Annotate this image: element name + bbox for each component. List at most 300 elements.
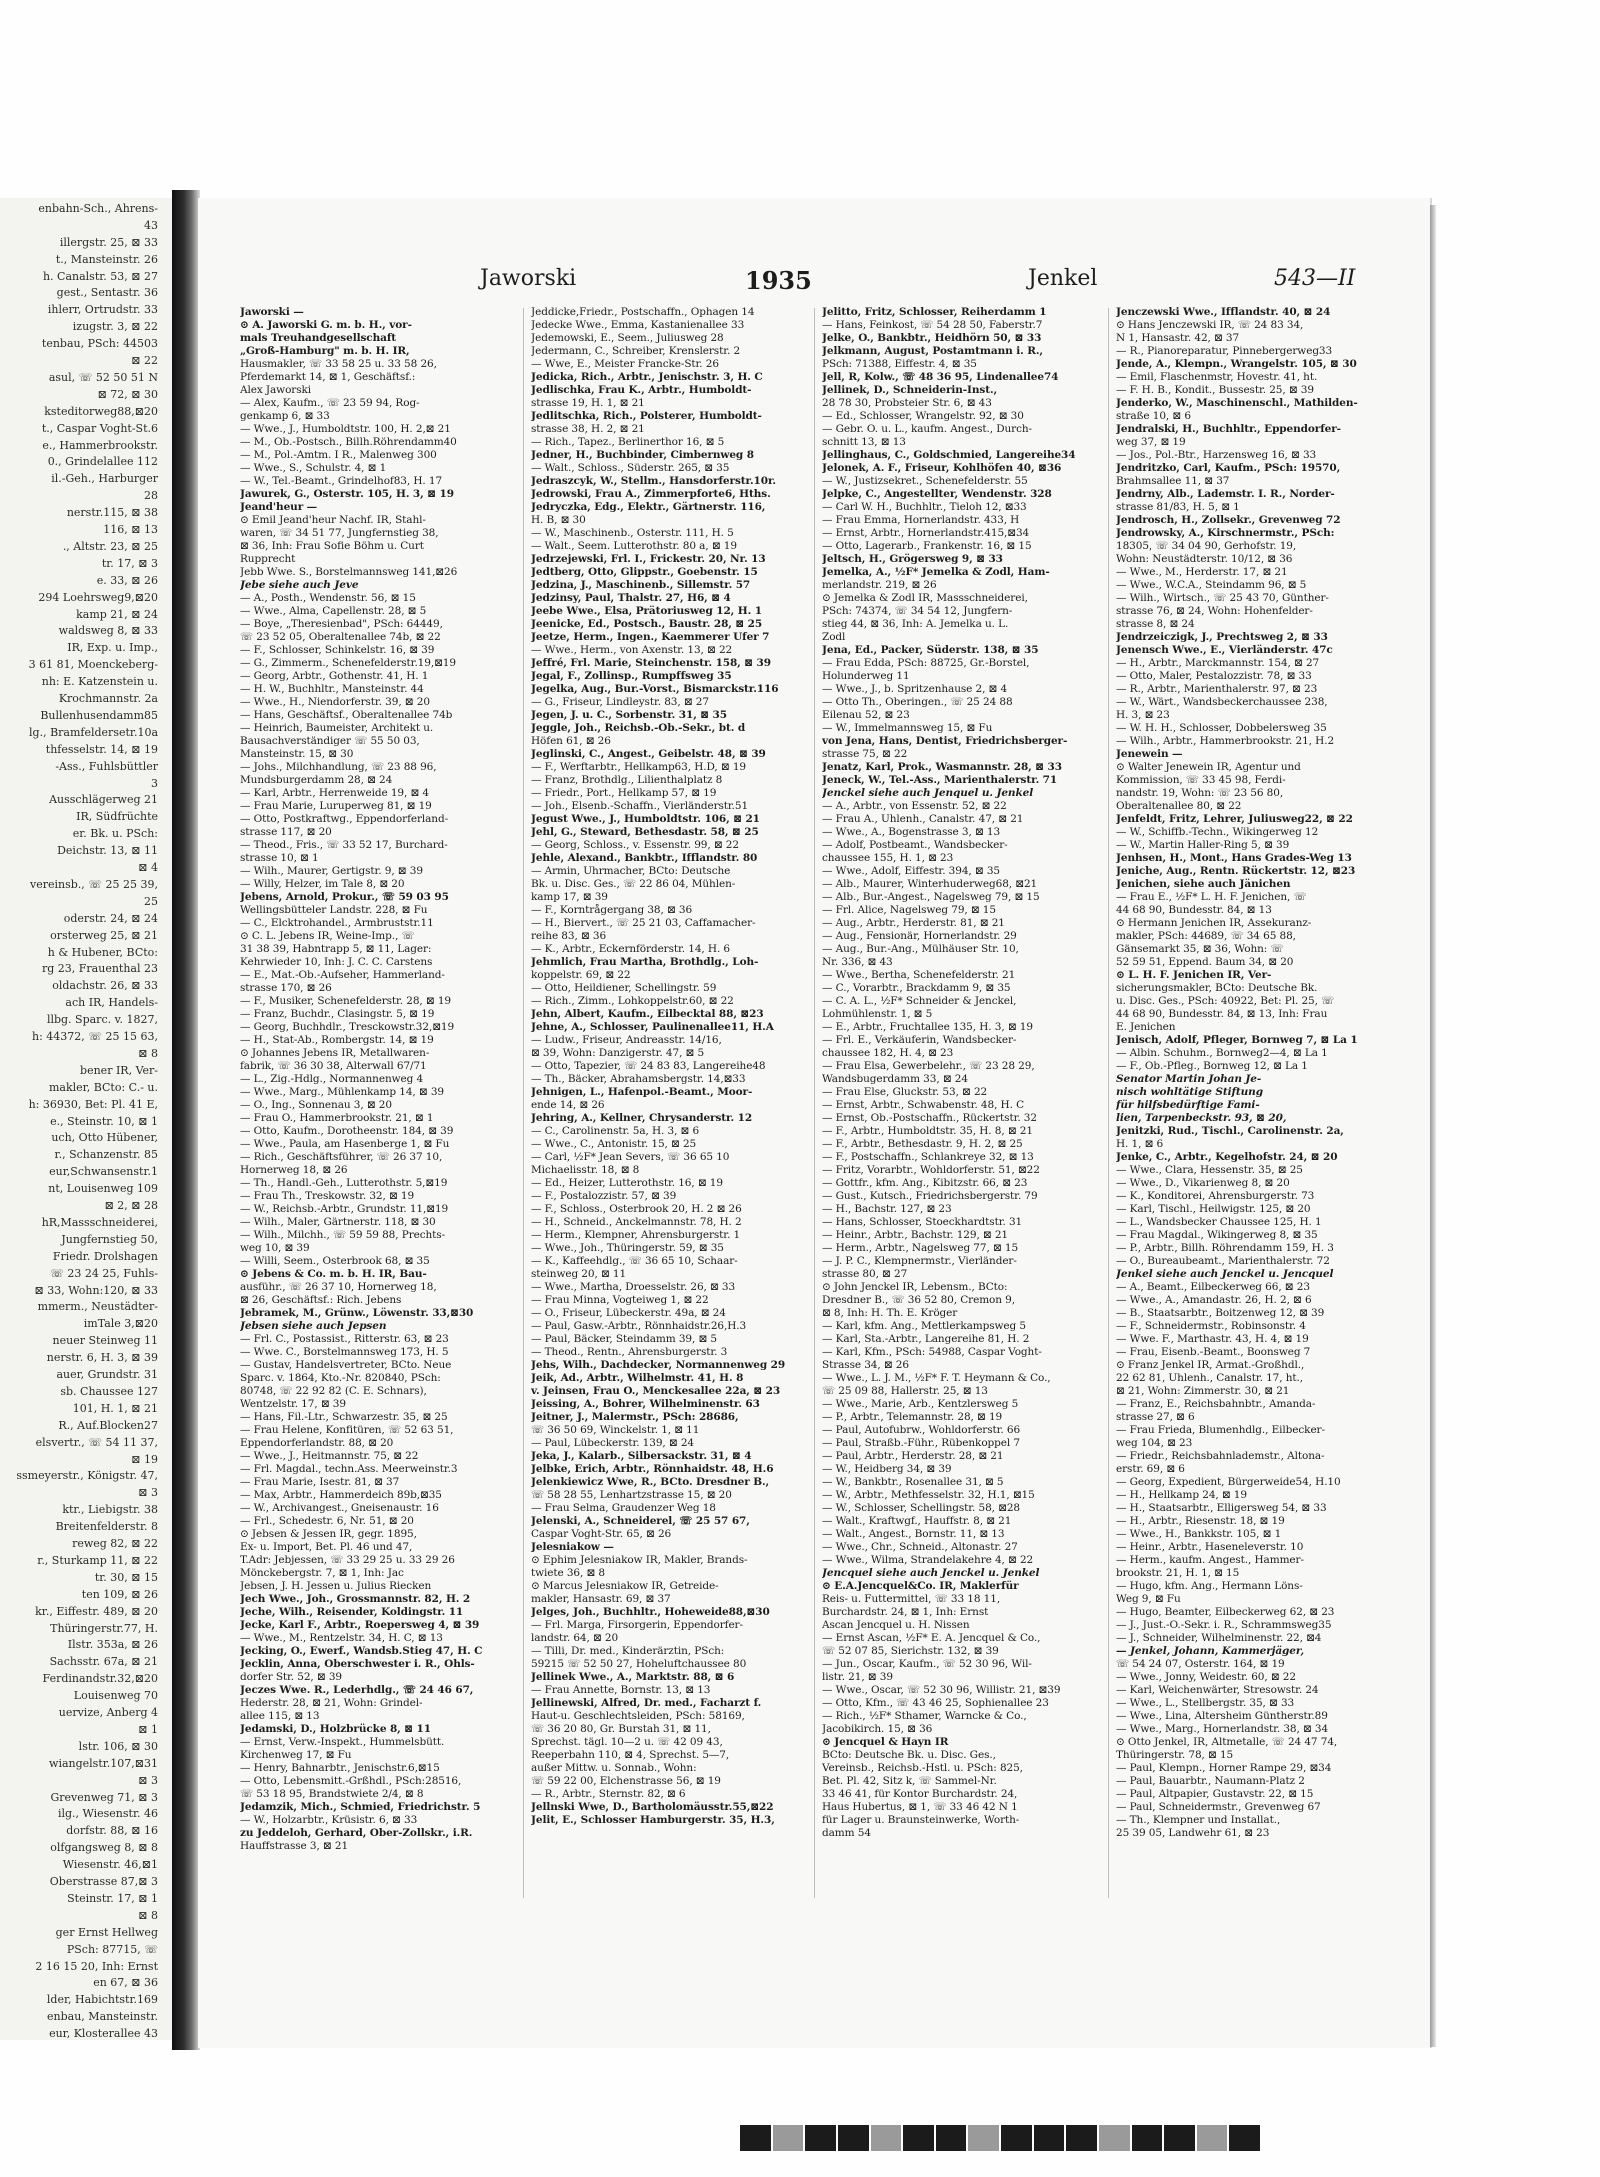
left-page-line: IR, Südfrüchte	[76, 810, 158, 823]
left-page-line: imTale 3,⊠20	[83, 1317, 158, 1330]
directory-entry-line: ⊙ Hans Jenczewski IR, ☏ 24 83 34,	[1116, 319, 1304, 331]
directory-entry-line: weg 37, ⊠ 19	[1116, 436, 1186, 448]
directory-entry-line: — Georg, Arbtr., Gothenstr. 41, H. 1	[240, 670, 429, 682]
directory-entry-line: Jedlischka, Frau K., Arbtr., Humboldt-	[531, 384, 752, 396]
directory-entry-line: — Theod., Rentn., Ahrensburgerstr. 3	[531, 1346, 728, 1358]
left-page-line: Sachsstr. 67a, ⊠ 21	[49, 1655, 158, 1668]
directory-entry-line: — F., Schneidermstr., Robinsonstr. 4	[1116, 1320, 1306, 1332]
directory-entry-line: Jelbke, Erich, Arbtr., Rönnhaidstr. 48, H.6	[531, 1463, 774, 1475]
left-page-line: Ausschlägerweg 21	[49, 793, 158, 806]
directory-entry-line: — Frau O., Hammerbrookstr. 21, ⊠ 1	[240, 1112, 434, 1124]
directory-entry-line: — H., Arbtr., Riesenstr. 18, ⊠ 19	[1116, 1515, 1285, 1527]
left-page-line: -Ass., Fuhlsbüttler	[55, 760, 158, 773]
header-first-keyword: Jaworski	[480, 266, 577, 291]
directory-entry-line: ⊠ 36, Inh: Frau Sofie Böhm u. Curt	[240, 540, 424, 552]
directory-entry-line: allee 115, ⊠ 13	[240, 1710, 320, 1722]
left-page-line: ⊠ 8	[138, 1047, 158, 1060]
left-page-line: hR,Massschneiderei,	[41, 1216, 158, 1229]
directory-entry-line: Jenke, C., Arbtr., Kegelhofstr. 24, ⊠ 20	[1116, 1151, 1338, 1163]
directory-entry-line: nisch wohltätige Stiftung	[1116, 1086, 1263, 1098]
directory-entry-line: Jecke, Karl F., Arbtr., Roepersweg 4, ⊠ 39	[240, 1619, 480, 1631]
directory-entry-line: Jebe siehe auch Jeve	[240, 579, 359, 591]
directory-entry-line: strasse 75, ⊠ 22	[822, 748, 908, 760]
directory-entry-line: — H., Biervert., ☏ 25 21 03, Caffamacher-	[531, 917, 756, 929]
directory-entry-line: Jelke, O., Bankbtr., Heidhörn 50, ⊠ 33	[822, 332, 1042, 344]
directory-entry-line: Jegal, F., Zollinsp., Rumpffsweg 35	[531, 670, 732, 682]
left-page-line: h. Canalstr. 53, ⊠ 27	[42, 270, 158, 283]
left-page-line: Ferdinandstr.32,⊠20	[42, 1672, 158, 1685]
left-page-line: oderstr. 24, ⊠ 24	[63, 912, 158, 925]
directory-entry-line: Bet. Pl. 42, Sitz k, ☏ Sammel-Nr.	[822, 1775, 997, 1787]
directory-entry-line: Jedzina, J., Maschinenb., Sillemstr. 57	[531, 579, 751, 591]
left-page-line: r., Schanzenstr. 85	[54, 1148, 158, 1161]
directory-entry-line: — W., Wärt., Wandsbeckerchaussee 238,	[1116, 696, 1328, 708]
directory-entry-line: Jedamski, D., Holzbrücke 8, ⊠ 11	[240, 1723, 431, 1735]
directory-entry-line: Jehn, Albert, Kaufm., Eilbecktal 88, ⊠23	[531, 1008, 764, 1020]
directory-entry-line: — Rich., Geschäftsführer, ☏ 26 37 10,	[240, 1151, 443, 1163]
directory-entry-line: Jelitto, Fritz, Schlosser, Reiherdamm 1	[822, 306, 1047, 318]
directory-entry-line: PSch: 74374, ☏ 34 54 12, Jungfern-	[822, 605, 1013, 617]
directory-entry-line: Jelenski, A., Schneiderel, ☏ 25 57 67,	[531, 1515, 750, 1527]
left-page-line: ☏ 23 24 25, Fuhls-	[50, 1267, 158, 1280]
directory-entry-line: — Frau A., Uhlenh., Canalstr. 47, ⊠ 21	[822, 813, 1024, 825]
directory-entry-line: — W., Martin Haller-Ring 5, ⊠ 39	[1116, 839, 1290, 851]
directory-entry-line: ⊙ Jebsen & Jessen IR, gegr. 1895,	[240, 1528, 417, 1540]
directory-entry-line: — Wwe., J., Humboldtstr. 100, H. 2,⊠ 21	[240, 423, 451, 435]
directory-entry-line: — O., Friseur, Lübeckerstr. 49a, ⊠ 24	[531, 1307, 726, 1319]
directory-entry-line: — Wilh., Maler, Gärtnerstr. 118, ⊠ 30	[240, 1216, 436, 1228]
directory-entry-line: — H., Staatsarbtr., Elligersweg 54, ⊠ 33	[1116, 1502, 1327, 1514]
directory-entry-line: Jedlitschka, Rich., Polsterer, Humboldt-	[531, 410, 762, 422]
left-page-line: neuer Steinweg 11	[52, 1334, 158, 1347]
directory-entry-line: ⊙ Jencquel & Hayn IR	[822, 1736, 949, 1748]
left-page-line: ⊠ 3	[138, 1774, 158, 1787]
directory-entry-line: Jehring, A., Kellner, Chrysanderstr. 12	[531, 1112, 753, 1124]
directory-entry-line: Reis- u. Futtermittel, ☏ 33 18 11,	[822, 1593, 1001, 1605]
directory-entry-line: — Wilh., Arbtr., Hammerbrookstr. 21, H.2	[1116, 735, 1335, 747]
directory-entry-line: Eppendorferlandstr. 88, ⊠ 20	[240, 1437, 394, 1449]
directory-entry-line: — Otto, Kfm., ☏ 43 46 25, Sophienallee 23	[822, 1697, 1049, 1709]
directory-entry-line: Jenczewski Wwe., Ifflandstr. 40, ⊠ 24	[1116, 306, 1331, 318]
left-page-line: lder, Habichtstr.169	[46, 1993, 158, 2006]
directory-entry-line: — Walt., Kraftwgf., Hauffstr. 8, ⊠ 21	[822, 1515, 1012, 1527]
directory-entry-line: 18305, ☏ 34 04 90, Gerhofstr. 19,	[1116, 540, 1297, 552]
directory-entry-line: — Fritz, Vorarbtr., Wohldorferstr. 51, ⊠22	[822, 1164, 1040, 1176]
left-page-fragment	[0, 198, 173, 2040]
directory-entry-line: — Wwe., H., Niendorferstr. 39, ⊠ 20	[240, 696, 430, 708]
directory-entry-line: Jelonek, A. F., Friseur, Kohlhöfen 40, ⊠36	[822, 462, 1062, 474]
directory-entry-line: — Frau Helene, Konfitüren, ☏ 52 63 51,	[240, 1424, 454, 1436]
column-divider	[1108, 308, 1109, 1898]
directory-entry-line: — Tilli, Dr. med., Kinderärztin, PSch:	[531, 1645, 725, 1657]
directory-entry-line: Jedner, H., Buchbinder, Cimbernweg 8	[531, 449, 754, 461]
left-page-line: uch, Otto Hübener,	[51, 1131, 158, 1144]
directory-entry-line: — Wilh., Maurer, Gertigstr. 9, ⊠ 39	[240, 865, 423, 877]
directory-entry-line: kamp 17, ⊠ 39	[531, 891, 608, 903]
left-page-line: makler, BCto: C.- u.	[49, 1081, 158, 1094]
directory-entry-line: — Frau Else, Gluckstr. 53, ⊠ 22	[822, 1086, 988, 1098]
directory-entry-line: Brahmsallee 11, ⊠ 37	[1116, 475, 1230, 487]
directory-entry-line: — Rich., Tapez., Berlinerthor 16, ⊠ 5	[531, 436, 725, 448]
directory-entry-line: — Wwe., Clara, Hessenstr. 35, ⊠ 25	[1116, 1164, 1303, 1176]
left-page-line: rg 23, Frauenthal 23	[42, 962, 158, 975]
directory-entry-line: waren, ☏ 34 51 77, Jungfernstieg 38,	[240, 527, 439, 539]
directory-entry-line: Bausachverständiger ☏ 55 50 03,	[240, 735, 420, 747]
directory-entry-line: — Johs., Milchhandlung, ☏ 23 88 96,	[240, 761, 437, 773]
directory-entry-line: — B., Staatsarbtr., Boitzenweg 12, ⊠ 39	[1116, 1307, 1325, 1319]
directory-entry-line: — Henry, Bahnarbtr., Jenischstr.6,⊠15	[240, 1762, 440, 1774]
directory-entry-line: — Frau Edda, PSch: 88725, Gr.-Borstel,	[822, 657, 1030, 669]
left-page-line: dorfstr. 88, ⊠ 16	[66, 1824, 158, 1837]
directory-entry-line: Jebens, Arnold, Prokur., ☏ 59 03 95	[240, 891, 449, 903]
directory-entry-line: Senator Martin Johan Je-	[1116, 1073, 1262, 1085]
left-page-line: enbahn-Sch., Ahrens-	[38, 202, 158, 215]
directory-entry-line: — Paul, Arbtr., Herderstr. 28, ⊠ 21	[822, 1450, 1004, 1462]
directory-entry-line: — Wwe., Marg., Hornerlandstr. 38, ⊠ 34	[1116, 1723, 1329, 1735]
directory-entry-line: — Ernst Ascan, ½F* E. A. Jencquel & Co.,	[822, 1632, 1041, 1644]
left-page-line: ach IR, Handels-	[65, 996, 158, 1009]
directory-entry-line: Jedryczka, Edg., Elektr., Gärtnerstr. 116,	[531, 501, 766, 513]
directory-entry-line: — F., Postalozzistr. 57, ⊠ 39	[531, 1190, 677, 1202]
directory-entry-line: — Gustav, Handelsvertreter, BCto. Neue	[240, 1359, 452, 1371]
directory-entry-line: — Emil, Flaschenmstr, Hovestr. 41, ht.	[1116, 371, 1318, 383]
left-page-line: ⊠ 8	[138, 1909, 158, 1922]
directory-entry-line: twiete 36, ⊠ 8	[531, 1567, 606, 1579]
left-page-line: Breitenfelderstr. 8	[55, 1520, 158, 1533]
directory-entry-line: — H., Schneid., Anckelmannstr. 78, H. 2	[531, 1216, 742, 1228]
directory-entry-line: Bk. u. Disc. Ges., ☏ 22 86 04, Mühlen-	[531, 878, 736, 890]
directory-entry-line: — Paul, Autofubrw., Wohldorferstr. 66	[822, 1424, 1021, 1436]
directory-entry-line: — Paul, Klempn., Horner Rampe 29, ⊠34	[1116, 1762, 1332, 1774]
directory-entry-line: Hornerweg 18, ⊠ 26	[240, 1164, 348, 1176]
directory-entry-line: — M., Pol.-Amtm. I R., Malenweg 300	[240, 449, 437, 461]
directory-entry-line: — Wwe., Lina, Altersheim Güntherstr.89	[1116, 1710, 1328, 1722]
directory-entry-line: ⊙ Otto Jenkel, IR, Altmetalle, ☏ 24 47 74,	[1116, 1736, 1338, 1748]
left-page-line: Thüringerstr.77, H.	[50, 1622, 158, 1635]
directory-entry-line: Hederstr. 28, ⊠ 21, Wohn: Grindel-	[240, 1697, 423, 1709]
directory-entry-line: — Hans, Geschäftsf., Oberaltenallee 74b	[240, 709, 453, 721]
left-page-line: Ilstr. 353a, ⊠ 26	[67, 1638, 158, 1651]
left-page-line: ⊠ 22	[131, 354, 158, 367]
left-page-line: 294 Loehrsweg9,⊠20	[38, 591, 158, 604]
left-page-line: Deichstr. 13, ⊠ 11	[57, 844, 158, 857]
directory-entry-line: E. Jenichen	[1116, 1021, 1176, 1033]
directory-entry-line: — R., Arbtr., Marienthalerstr. 97, ⊠ 23	[1116, 683, 1318, 695]
left-page-line: ksteditorweg88,⊠20	[44, 405, 158, 418]
directory-entry-line: — Wwe., D., Vikarienweg 8, ⊠ 20	[1116, 1177, 1290, 1189]
directory-column-1	[240, 306, 515, 1906]
directory-entry-line: Jelkmann, August, Postamtmann i. R.,	[822, 345, 1043, 357]
directory-entry-line: — Ernst, Verw.-Inspekt., Hummelsbütt.	[240, 1736, 445, 1748]
left-page-line: R., Auf.Blocken27	[58, 1419, 158, 1432]
directory-entry-line: — Georg, Schloss., v. Essenstr. 99, ⊠ 22	[531, 839, 739, 851]
directory-entry-line: ☏ 58 28 55, Lenhartzstrasse 15, ⊠ 20	[531, 1489, 732, 1501]
directory-entry-line: Jedamzik, Mich., Schmied, Friedrichstr. 5	[240, 1801, 481, 1813]
directory-entry-line: Jenatz, Karl, Prok., Wasmannstr. 28, ⊠ 33	[822, 761, 1062, 773]
directory-entry-line: Ascan Jencquel u. H. Nissen	[822, 1619, 970, 1631]
directory-entry-line: — Hugo, Beamter, Eilbeckerweg 62, ⊠ 23	[1116, 1606, 1335, 1618]
directory-entry-line: ☏ 53 18 95, Brandstwiete 2/4, ⊠ 8	[240, 1788, 424, 1800]
directory-entry-line: — K., Konditorei, Ahrensburgerstr. 73	[1116, 1190, 1315, 1202]
directory-entry-line: v. Jeinsen, Frau O., Menckesallee 22a, ⊠ 23	[531, 1385, 781, 1397]
left-page-line: tenbau, PSch: 44503	[41, 337, 158, 350]
directory-entry-line: ⊠ 8, Inh: H. Th. E. Kröger	[822, 1307, 958, 1319]
directory-entry-line: Jeka, J., Kalarb., Silbersackstr. 31, ⊠ 4	[531, 1450, 752, 1462]
directory-entry-line: Jenhsen, H., Mont., Hans Grades-Weg 13	[1116, 852, 1352, 864]
directory-entry-line: 52 59 51, Eppend. Baum 34, ⊠ 20	[1116, 956, 1294, 968]
left-page-line: ten 109, ⊠ 26	[81, 1588, 158, 1601]
directory-entry-line: — C., Carolinenstr. 5a, H. 3, ⊠ 6	[531, 1125, 700, 1137]
left-page-line: ger Ernst Hellweg	[55, 1926, 158, 1939]
directory-entry-line: Kehrwieder 10, Inh: J. C. C. Carstens	[240, 956, 433, 968]
directory-entry-line: — J., Just.-O.-Sekr. i. R., Schrammsweg35	[1116, 1619, 1332, 1631]
directory-entry-line: 80748, ☏ 22 92 82 (C. E. Schnars),	[240, 1385, 427, 1397]
directory-entry-line: — Wwe., Marie, Arb., Kentzlersweg 5	[822, 1398, 1019, 1410]
directory-entry-line: — Carl W. H., Buchhltr., Tieloh 12, ⊠33	[822, 501, 1027, 513]
directory-entry-line: — Karl, Kfm., PSch: 54988, Caspar Voght-	[822, 1346, 1042, 1358]
directory-entry-line: — R., Pianoreparatur, Pinnebergerweg33	[1116, 345, 1333, 357]
directory-entry-line: — Th., Klempner und Installat.,	[1116, 1814, 1281, 1826]
directory-entry-line: Jecklin, Anna, Oberschwester i. R., Ohls-	[240, 1658, 475, 1670]
directory-entry-line: ⊙ Emil Jeand'heur Nachf. IR, Stahl-	[240, 514, 426, 526]
directory-entry-line: — Georg, Buchhdlr., Tresckowstr.32,⊠19	[240, 1021, 455, 1033]
left-page-line: vereinsb., ☏ 25 25 39,	[29, 878, 158, 891]
header-page-number: 543—II	[1274, 266, 1356, 291]
directory-entry-line: Jenfeldt, Fritz, Lehrer, Juliusweg22, ⊠ 22	[1116, 813, 1353, 825]
directory-entry-line: 22 62 81, Uhlenh., Canalstr. 17, ht.,	[1116, 1372, 1303, 1384]
left-page-line: e. 33, ⊠ 26	[96, 574, 158, 587]
directory-entry-line: für Lager u. Braunsteinwerke, Worth-	[822, 1814, 1020, 1826]
directory-entry-line: 31 38 39, Habntrapp 5, ⊠ 11, Lager:	[240, 943, 432, 955]
directory-entry-line: — Karl, Weichenwärter, Stresowstr. 24	[1116, 1684, 1319, 1696]
left-page-line: orsterweg 25, ⊠ 21	[50, 929, 158, 942]
left-page-line: 2 16 15 20, Inh: Ernst	[35, 1960, 158, 1973]
directory-entry-line: — F., Schlosser, Schinkelstr. 16, ⊠ 39	[240, 644, 435, 656]
directory-entry-line: Jellinek, D., Schneiderin-Inst.,	[822, 384, 998, 396]
directory-entry-line: — Wwe., Martha, Droesselstr. 26, ⊠ 33	[531, 1281, 736, 1293]
directory-entry-line: ende 14, ⊠ 26	[531, 1099, 605, 1111]
left-page-line: r., Sturkamp 11, ⊠ 22	[37, 1554, 158, 1567]
directory-entry-line: stieg 44, ⊠ 36, Inh: A. Jemelka u. L.	[822, 618, 1009, 630]
directory-entry-line: — Frau Elsa, Gewerbelehr., ☏ 23 28 29,	[822, 1060, 1035, 1072]
directory-entry-line: Haut-u. Geschlechtsleiden, PSch: 58169,	[531, 1710, 745, 1722]
left-page-line: e., Hammerbrookstr.	[42, 439, 158, 452]
directory-entry-line: — F. H. B., Kondit., Bussestr. 25, ⊠ 39	[1116, 384, 1314, 396]
left-page-line: t., Caspar Voght-St.6	[41, 422, 158, 435]
directory-entry-line: 28 78 30, Probsteier Str. 6, ⊠ 43	[822, 397, 992, 409]
directory-entry-line: Jedrowski, Frau A., Zimmerpforte6, Hths.	[531, 488, 771, 500]
directory-entry-line: Jenisch, Adolf, Pfleger, Bornweg 7, ⊠ La 1	[1116, 1034, 1358, 1046]
directory-entry-line: — Wwe., S., Schulstr. 4, ⊠ 1	[240, 462, 387, 474]
directory-entry-line: makler, PSch: 44689, ☏ 34 65 88,	[1116, 930, 1296, 942]
directory-entry-line: — C. A. L., ½F* Schneider & Jenckel,	[822, 995, 1017, 1007]
directory-entry-line: — H., Stat-Ab., Rombergstr. 14, ⊠ 19	[240, 1034, 434, 1046]
directory-entry-line: — Ed., Schlosser, Wrangelstr. 92, ⊠ 30	[822, 410, 1024, 422]
directory-entry-line: — Frl. Marga, Firsorgerin, Eppendorfer-	[531, 1619, 743, 1631]
directory-entry-line: Oberaltenallee 80, ⊠ 22	[1116, 800, 1242, 812]
directory-entry-line: — G., Zimmerm., Schenefelderstr.19,⊠19	[240, 657, 456, 669]
directory-entry-line: — Gebr. O. u. L., kaufm. Angest., Durch-	[822, 423, 1032, 435]
left-page-line: ⊠ 4	[138, 861, 158, 874]
left-page-line: Friedr. Drolshagen	[52, 1250, 158, 1263]
directory-entry-line: — H., Arbtr., Marckmannstr. 154, ⊠ 27	[1116, 657, 1320, 669]
directory-entry-line: von Jena, Hans, Dentist, Friedrichsberger-	[822, 735, 1068, 747]
directory-entry-line: — Th., Handl.-Geh., Lutterothstr. 5,⊠19	[240, 1177, 448, 1189]
directory-entry-line: Jeneck, W., Tel.-Ass., Marienthalerstr. 71	[822, 774, 1058, 786]
directory-entry-line: Jendrowsky, A., Kirschnermstr., PSch:	[1116, 527, 1335, 539]
directory-entry-line: — Ludw., Friseur, Andreasstr. 14/16,	[531, 1034, 722, 1046]
directory-entry-line: — G., Friseur, Lindleystr. 83, ⊠ 27	[531, 696, 709, 708]
directory-entry-line: mals Treuhandgesellschaft	[240, 332, 396, 344]
directory-entry-line: Jende, A., Klempn., Wrangelstr. 105, ⊠ 30	[1116, 358, 1357, 370]
directory-entry-line: ⊠ 26, Geschäftsf.: Rich. Jebens	[240, 1294, 402, 1306]
directory-entry-line: — Wwe., Oscar, ☏ 52 30 96, Willistr. 21, ⊠39	[822, 1684, 1061, 1696]
header-year: 1935	[745, 266, 812, 295]
directory-entry-line: strasse 10, ⊠ 1	[240, 852, 319, 864]
directory-entry-line: — Paul, Schneidermstr., Grevenweg 67	[1116, 1801, 1321, 1813]
directory-entry-line: Jellinek Wwe., A., Marktstr. 88, ⊠ 6	[531, 1671, 735, 1683]
directory-entry-line: — Jenkel, Johann, Kammerjäger,	[1116, 1645, 1305, 1657]
directory-entry-line: ☏ 52 07 85, Sierichstr. 132, ⊠ 39	[822, 1645, 999, 1657]
directory-entry-line: — Wwe., L. J. M., ½F* F. T. Heymann & Co.,	[822, 1372, 1051, 1384]
directory-entry-line: — J. P. C., Klempnermstr., Vierländer-	[822, 1255, 1017, 1267]
directory-entry-line: — Walt., Schloss., Süderstr. 265, ⊠ 35	[531, 462, 730, 474]
directory-entry-line: Jenewein —	[1116, 748, 1183, 760]
directory-entry-line: — Boye, „Theresienbad", PSch: 64449,	[240, 618, 443, 630]
directory-entry-line: T.Adr: Jebjessen, ☏ 33 29 25 u. 33 29 26	[240, 1554, 455, 1566]
directory-entry-line: — Th., Bäcker, Abrahamsbergstr. 14,⊠33	[531, 1073, 746, 1085]
directory-entry-line: — Otto, Tapezier, ☏ 24 83 83, Langereihe48	[531, 1060, 766, 1072]
left-page-line: ilg., Wiesenstr. 46	[57, 1807, 158, 1820]
left-page-line: h: 44372, ☏ 25 15 63,	[31, 1030, 158, 1043]
directory-entry-line: PSch: 71388, Eiffestr. 4, ⊠ 35	[822, 358, 977, 370]
directory-entry-line: ⊙ Jebens & Co. m. b. H. IR, Bau-	[240, 1268, 427, 1280]
directory-entry-line: — R., Arbtr., Sternstr. 82, ⊠ 6	[531, 1788, 686, 1800]
left-page-line: er. Bk. u. PSch:	[72, 827, 158, 840]
left-page-line: asul, ☏ 52 50 51 N	[48, 371, 158, 384]
directory-entry-line: Mundsburgerdamm 28, ⊠ 24	[240, 774, 393, 786]
directory-entry-line: Jeissing, A., Bohrer, Wilhelminenstr. 63	[531, 1398, 760, 1410]
directory-entry-line: Eilenau 52, ⊠ 23	[822, 709, 910, 721]
left-page-line: 3 61 81, Moenckeberg-	[28, 658, 158, 671]
left-page-line: izugstr. 3, ⊠ 22	[72, 320, 158, 333]
directory-entry-line: — O., Bureaubeamt., Marienthalerstr. 72	[1116, 1255, 1330, 1267]
directory-entry-line: — Frau Minna, Vogteiweg 1, ⊠ 22	[531, 1294, 709, 1306]
directory-entry-line: — Herm., kaufm. Angest., Hammer-	[1116, 1554, 1304, 1566]
directory-entry-line: — Frau Magdal., Wikingerweg 8, ⊠ 35	[1116, 1229, 1318, 1241]
directory-entry-line: ⊙ John Jenckel IR, Lebensm., BCto:	[822, 1281, 1008, 1293]
directory-entry-line: ☏ 54 24 07, Osterstr. 164, ⊠ 19	[1116, 1658, 1285, 1670]
left-page-line: Bullenhusendamm85	[40, 709, 158, 722]
directory-entry-line: chaussee 155, H. 1, ⊠ 23	[822, 852, 954, 864]
left-page-line: ⊠ 2, ⊠ 28	[104, 1199, 158, 1212]
directory-entry-line: ⊙ Walter Jenewein IR, Agentur und	[1116, 761, 1301, 773]
directory-page	[198, 198, 1430, 2048]
left-page-line: waldsweg 8, ⊠ 33	[58, 624, 158, 637]
directory-entry-line: — Frau Frieda, Blumenhdlg., Eilbecker-	[1116, 1424, 1325, 1436]
left-page-line: auer, Grundstr. 31	[56, 1368, 158, 1381]
left-page-line: sb. Chaussee 127	[60, 1385, 158, 1398]
left-page-line: ⊠ 19	[131, 1453, 158, 1466]
directory-entry-line: — Frl. C., Postassist., Ritterstr. 63, ⊠ 23	[240, 1333, 449, 1345]
directory-entry-line: Nr. 336, ⊠ 43	[822, 956, 893, 968]
directory-entry-line: — K., Kaffeehdlg., ☏ 36 65 10, Schaar-	[531, 1255, 738, 1267]
left-page-line: ssmeyerstr., Königstr. 47,	[16, 1469, 158, 1482]
directory-entry-line: — Joh., Elsenb.-Schaffn., Vierländerstr.51	[531, 800, 749, 812]
directory-entry-line: — Otto, Postkraftwg., Eppendorferland-	[240, 813, 449, 825]
directory-entry-line: Jedraszcyk, W., Stellm., Hansdorferstr.10r.	[531, 475, 776, 487]
directory-entry-line: Jegust Wwe., J., Humboldtstr. 106, ⊠ 21	[531, 813, 760, 825]
directory-entry-line: — P., Arbtr., Telemannstr. 28, ⊠ 19	[822, 1411, 1003, 1423]
directory-entry-line: — Franz, Brothdlg., Lilienthalplatz 8	[531, 774, 723, 786]
directory-entry-line: Jebb Wwe. S., Borstelmannsweg 141,⊠26	[240, 566, 458, 578]
directory-entry-line: Jehs, Wilh., Dachdecker, Normannenweg 29	[531, 1359, 786, 1371]
directory-entry-line: 44 68 90, Bundesstr. 84, ⊠ 13, Inh: Frau	[1116, 1008, 1328, 1020]
directory-entry-line: — Herm., Klempner, Ahrensburgerstr. 1	[531, 1229, 741, 1241]
directory-entry-line: Jehnigen, L., Hafenpol.-Beamt., Moor-	[531, 1086, 753, 1098]
directory-entry-line: Kommission, ☏ 33 45 98, Ferdi-	[1116, 774, 1286, 786]
directory-entry-line: Jenkel siehe auch Jenckel u. Jencquel	[1116, 1268, 1334, 1280]
directory-entry-line: Jelpke, C., Angestellter, Wendenstr. 328	[822, 488, 1052, 500]
directory-entry-line: — P., Arbtr., Billh. Röhrendamm 159, H. 3	[1116, 1242, 1334, 1254]
directory-entry-line: — Karl, Sta.-Arbtr., Langereihe 81, H. 2	[822, 1333, 1030, 1345]
directory-entry-line: — Aug., Fensionär, Hornerlandstr. 29	[822, 930, 1017, 942]
left-page-line: 0., Grindelallee 112	[47, 455, 158, 468]
directory-entry-line: Jellnski Wwe, D., Bartholomäusstr.55,⊠22	[531, 1801, 774, 1813]
directory-entry-line: — Jun., Oscar, Kaufm., ☏ 52 30 96, Wil-	[822, 1658, 1032, 1670]
directory-entry-line: — W., Archivangest., Gneisenaustr. 16	[240, 1502, 439, 1514]
left-page-line: lstr. 106, ⊠ 30	[78, 1740, 158, 1753]
directory-entry-line: — F., Ob.-Pfleg., Bornweg 12, ⊠ La 1	[1116, 1060, 1308, 1072]
directory-entry-line: — Wilh., Milchh., ☏ 59 59 88, Prechts-	[240, 1229, 446, 1241]
directory-entry-line: Jedtberg, Otto, Glippstr., Goebenstr. 15	[531, 566, 758, 578]
directory-entry-line: — F., Postschaffn., Schlankreye 32, ⊠ 13	[822, 1151, 1034, 1163]
directory-entry-line: — Wwe., A., Amandastr. 26, H. 2, ⊠ 6	[1116, 1294, 1312, 1306]
directory-entry-line: genkamp 6, ⊠ 33	[240, 410, 330, 422]
directory-entry-line: — W., Tel.-Beamt., Grindelhof83, H. 17	[240, 475, 443, 487]
directory-entry-line: Jeglinski, C., Angest., Geibelstr. 48, ⊠ 39	[531, 748, 766, 760]
directory-entry-line: Michaelisstr. 18, ⊠ 8	[531, 1164, 640, 1176]
directory-entry-line: — Alb., Bur.-Angest., Nagelsweg 79, ⊠ 15	[822, 891, 1040, 903]
directory-entry-line: — Frau Emma, Hornerlandstr. 433, H	[822, 514, 1020, 526]
directory-entry-line: Jedicka, Rich., Arbtr., Jenischstr. 3, H. C	[531, 371, 763, 383]
directory-entry-line: ⊙ Johannes Jebens IR, Metallwaren-	[240, 1047, 430, 1059]
directory-column-3	[822, 306, 1100, 1906]
directory-entry-line: Jech Wwe., Joh., Grossmannstr. 82, H. 2	[240, 1593, 471, 1605]
directory-entry-line: — Karl, kfm. Ang., Mettlerkampsweg 5	[822, 1320, 1026, 1332]
left-page-line: bener IR, Ver-	[80, 1064, 158, 1077]
left-page-line: Jungfernstieg 50,	[61, 1233, 158, 1246]
directory-entry-line: ⊙ A. Jaworski G. m. b. H., vor-	[240, 319, 412, 331]
directory-entry-line: — Herm., Arbtr., Nagelsweg 77, ⊠ 15	[822, 1242, 1019, 1254]
left-page-line: ., Altstr. 23, ⊠ 25	[62, 540, 158, 553]
left-page-line: mmerm., Neustädter-	[37, 1300, 158, 1313]
directory-entry-line: Mansteinstr. 15, ⊠ 30	[240, 748, 354, 760]
left-page-line: Grevenweg 71, ⊠ 3	[50, 1791, 158, 1804]
directory-entry-line: — W., Arbtr., Methfesselstr. 32, H.1, ⊠15	[822, 1489, 1035, 1501]
directory-entry-line: — Paul, Bäcker, Steindamm 39, ⊠ 5	[531, 1333, 717, 1345]
directory-entry-line: — Theod., Fris., ☏ 33 52 17, Burchard-	[240, 839, 448, 851]
left-page-line: tr. 17, ⊠ 3	[101, 557, 158, 570]
left-page-line: llbg. Sparc. v. 1827,	[46, 1013, 158, 1026]
directory-entry-line: — H. W., Buchhltr., Mansteinstr. 44	[240, 683, 424, 695]
left-page-line: eur,Schwansenstr.1	[49, 1165, 158, 1178]
directory-entry-line: Vereinsb., Reichsb.-Hstl. u. PSch: 825,	[822, 1762, 1023, 1774]
directory-entry-line: — Adolf, Postbeamt., Wandsbecker-	[822, 839, 1008, 851]
directory-entry-line: — Ernst, Ob.-Postschaffn., Rückertstr. 32	[822, 1112, 1037, 1124]
directory-entry-line: „Groß-Hamburg" m. b. H. IR,	[240, 345, 410, 357]
directory-entry-line: — Wwe., H., Bankkstr. 105, ⊠ 1	[1116, 1528, 1282, 1540]
